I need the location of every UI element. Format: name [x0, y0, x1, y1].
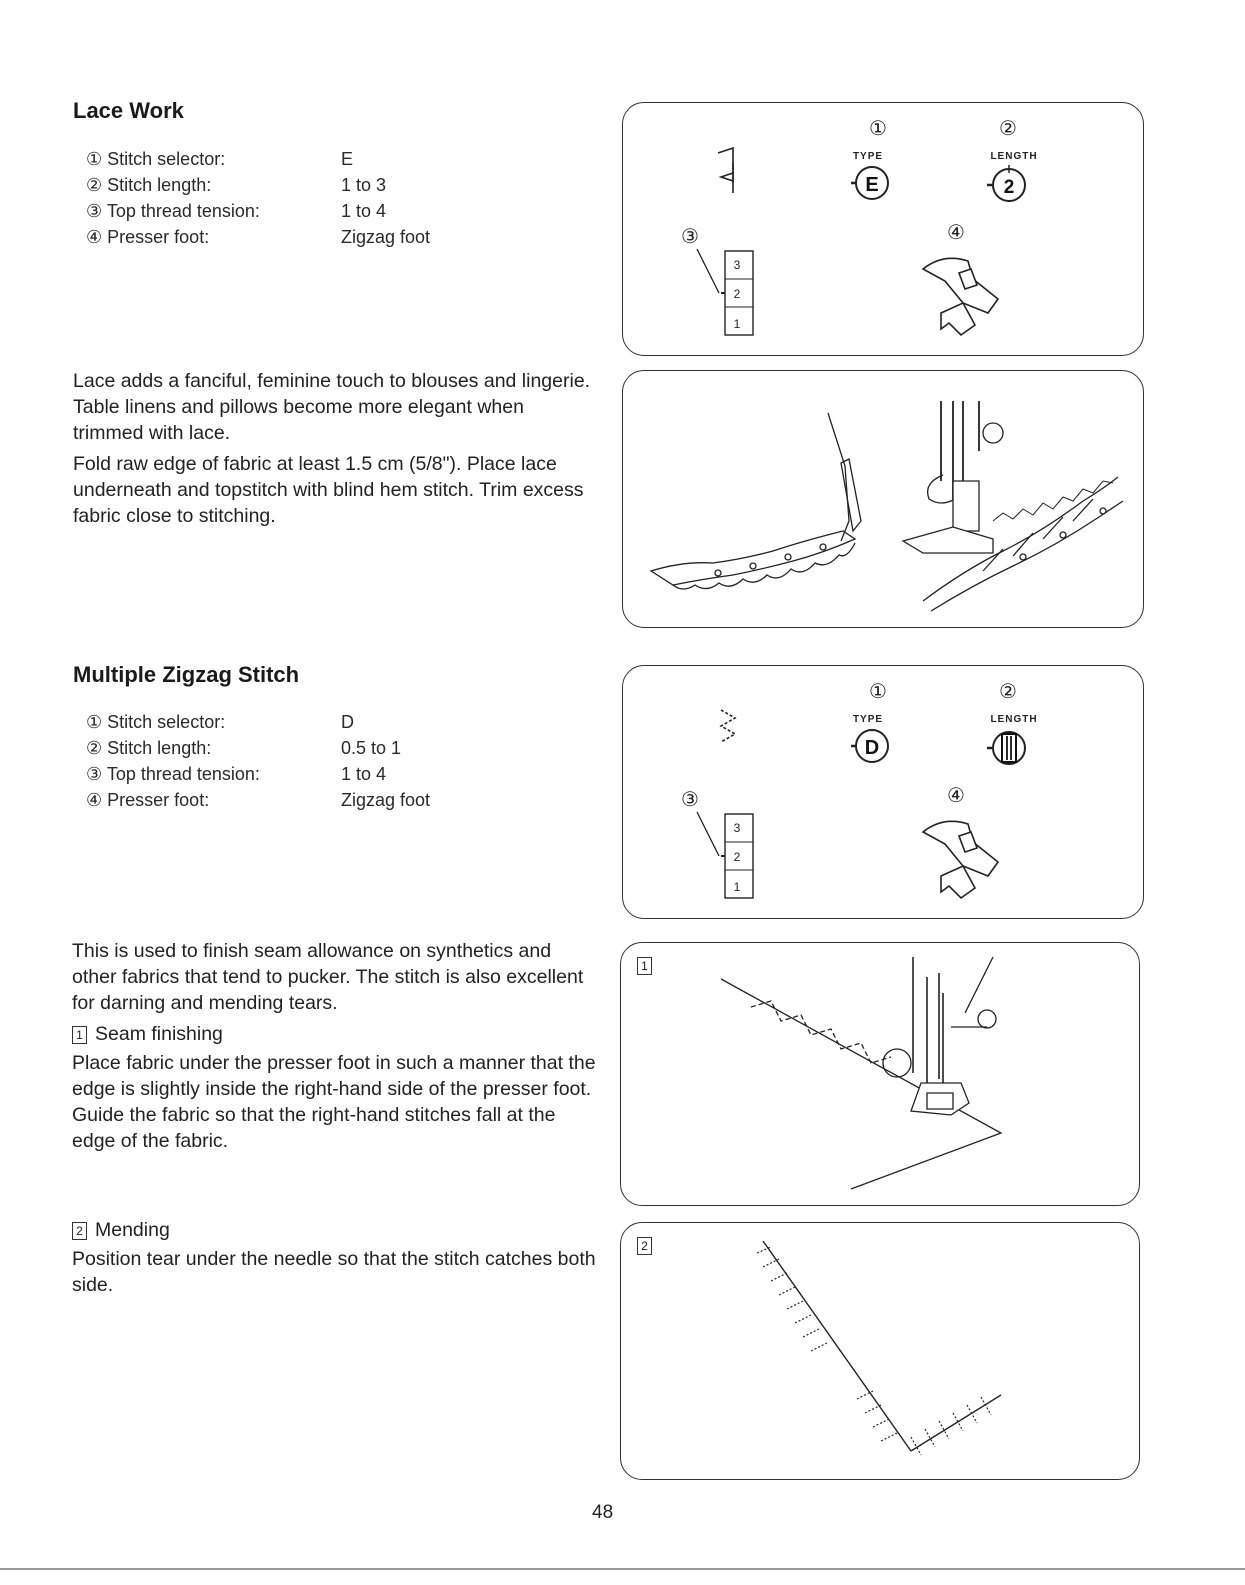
callout-4: ④ — [947, 220, 965, 244]
setting-number: ② — [86, 175, 103, 195]
seam-finishing-title — [72, 1021, 597, 1047]
length-label: LENGTH — [990, 714, 1038, 725]
page-number: 48 — [592, 1502, 614, 1523]
callout-3: ③ — [681, 787, 699, 811]
length-dial-value: 2 — [1003, 177, 1015, 198]
type-label: TYPE — [852, 151, 884, 162]
setting-number: ② — [86, 738, 103, 758]
figure-1-number: 1 — [637, 957, 652, 975]
zigzag-description — [72, 938, 597, 1159]
setting-label: Stitch selector: — [107, 149, 226, 169]
setting-label: Presser foot: — [107, 790, 210, 810]
setting-number: ④ — [86, 790, 103, 810]
setting-value: 1 to 4 — [341, 201, 387, 221]
type-label: TYPE — [852, 714, 884, 725]
zigzag-presser-foot-icon — [923, 258, 998, 335]
lace-setting-thread-tension — [86, 198, 506, 224]
callout-1: ① — [869, 679, 887, 703]
mending-label: Mending — [95, 1219, 170, 1241]
mending-title — [72, 1217, 597, 1243]
setting-value: Zigzag foot — [341, 227, 431, 247]
thread-tension-scale-icon — [721, 251, 753, 335]
length-dial-buttonhole-icon — [987, 732, 1025, 764]
zigzag-intro-paragraph: This is used to finish seam allowance on synthetics and other fabrics that tend to pucker. The stitch is also excellent for darning and mending tears. — [72, 940, 584, 1014]
setting-number: ① — [86, 149, 103, 169]
lace-description — [73, 368, 593, 534]
multiple-zigzag-heading: Multiple Zigzag Stitch — [73, 662, 300, 687]
setting-label: Stitch length: — [107, 738, 212, 758]
seam-finishing-paragraph: Place fabric under the presser foot in such a manner that the edge is slightly inside the right-hand side of the presser foot. Guide the fabric so that the right-hand stitches fall at the edge of the fabric. — [72, 1052, 596, 1152]
type-dial-icon — [851, 167, 888, 199]
callout-4: ④ — [947, 783, 965, 807]
type-dial-value: E — [865, 174, 879, 196]
blind-hem-stitch-icon — [718, 148, 733, 193]
mending-illustration — [621, 1223, 1139, 1479]
lace-setting-stitch-selector — [86, 146, 506, 172]
setting-number: ③ — [86, 201, 103, 221]
lace-setting-presser-foot — [86, 224, 506, 250]
zigzag-setting-stitch-selector — [86, 709, 506, 735]
bottom-rule — [0, 1568, 1245, 1570]
zigzag-settings-diagram — [623, 666, 1143, 918]
lace-work-heading: Lace Work — [73, 98, 184, 123]
lace-setting-stitch-length — [86, 172, 506, 198]
setting-value: 1 to 4 — [341, 764, 387, 784]
type-dial-value: D — [864, 737, 880, 759]
seam-finishing-label: Seam finishing — [95, 1023, 223, 1045]
lace-intro-paragraph: Lace adds a fanciful, feminine touch to blouses and lingerie. Table linens and pillows become more elegant when trimmed with lace. — [73, 370, 591, 444]
setting-value: D — [341, 712, 354, 732]
callout-2: ② — [999, 679, 1017, 703]
tension-mark-2: 2 — [733, 850, 741, 864]
figure-2-number: 2 — [637, 1237, 652, 1255]
mending-figure — [620, 1222, 1140, 1480]
lace-settings-panel — [622, 102, 1144, 356]
tension-mark-3: 3 — [733, 258, 741, 272]
setting-label: Stitch selector: — [107, 712, 226, 732]
multiple-zigzag-stitch-icon — [721, 710, 735, 742]
setting-label: Top thread tension: — [106, 764, 260, 784]
setting-number: ③ — [86, 764, 103, 784]
zigzag-setting-stitch-length — [86, 735, 506, 761]
lace-settings-list — [86, 146, 506, 250]
setting-number: ④ — [86, 227, 103, 247]
length-dial-icon — [987, 165, 1025, 201]
zigzag-setting-presser-foot — [86, 787, 506, 813]
lace-settings-diagram — [623, 103, 1143, 355]
tension-mark-3: 3 — [733, 821, 741, 835]
length-label: LENGTH — [990, 151, 1038, 162]
zigzag-presser-foot-icon — [923, 821, 998, 898]
lace-illustration-panel — [622, 370, 1144, 628]
zigzag-settings-panel — [622, 665, 1144, 919]
zigzag-settings-list — [86, 709, 506, 813]
tension-mark-2: 2 — [733, 287, 741, 301]
seam-finishing-figure — [620, 942, 1140, 1206]
thread-tension-scale-icon — [721, 814, 753, 898]
setting-label: Top thread tension: — [106, 201, 260, 221]
setting-value: Zigzag foot — [341, 790, 431, 810]
setting-label: Stitch length: — [107, 175, 212, 195]
setting-number: ① — [86, 712, 103, 732]
seam-finishing-illustration — [621, 943, 1139, 1205]
mending-number: 2 — [72, 1222, 87, 1240]
setting-value: 1 to 3 — [341, 175, 387, 195]
setting-value: E — [341, 149, 354, 169]
mending-section — [72, 1217, 597, 1303]
tension-mark-1: 1 — [733, 880, 741, 894]
setting-label: Presser foot: — [107, 227, 210, 247]
callout-2: ② — [999, 116, 1017, 140]
tension-mark-1: 1 — [733, 317, 741, 331]
type-dial-icon — [851, 730, 888, 762]
mending-paragraph: Position tear under the needle so that the stitch catches both side. — [72, 1248, 596, 1296]
seam-finishing-number: 1 — [72, 1026, 87, 1044]
zigzag-setting-thread-tension — [86, 761, 506, 787]
setting-value: 0.5 to 1 — [341, 738, 402, 758]
lace-sewing-illustration — [623, 371, 1143, 627]
callout-1: ① — [869, 116, 887, 140]
callout-3: ③ — [681, 224, 699, 248]
lace-instructions-paragraph: Fold raw edge of fabric at least 1.5 cm (5/8"). Place lace underneath and topstitch with blind hem stitch. Trim excess fabric close to stitching. — [73, 453, 584, 527]
